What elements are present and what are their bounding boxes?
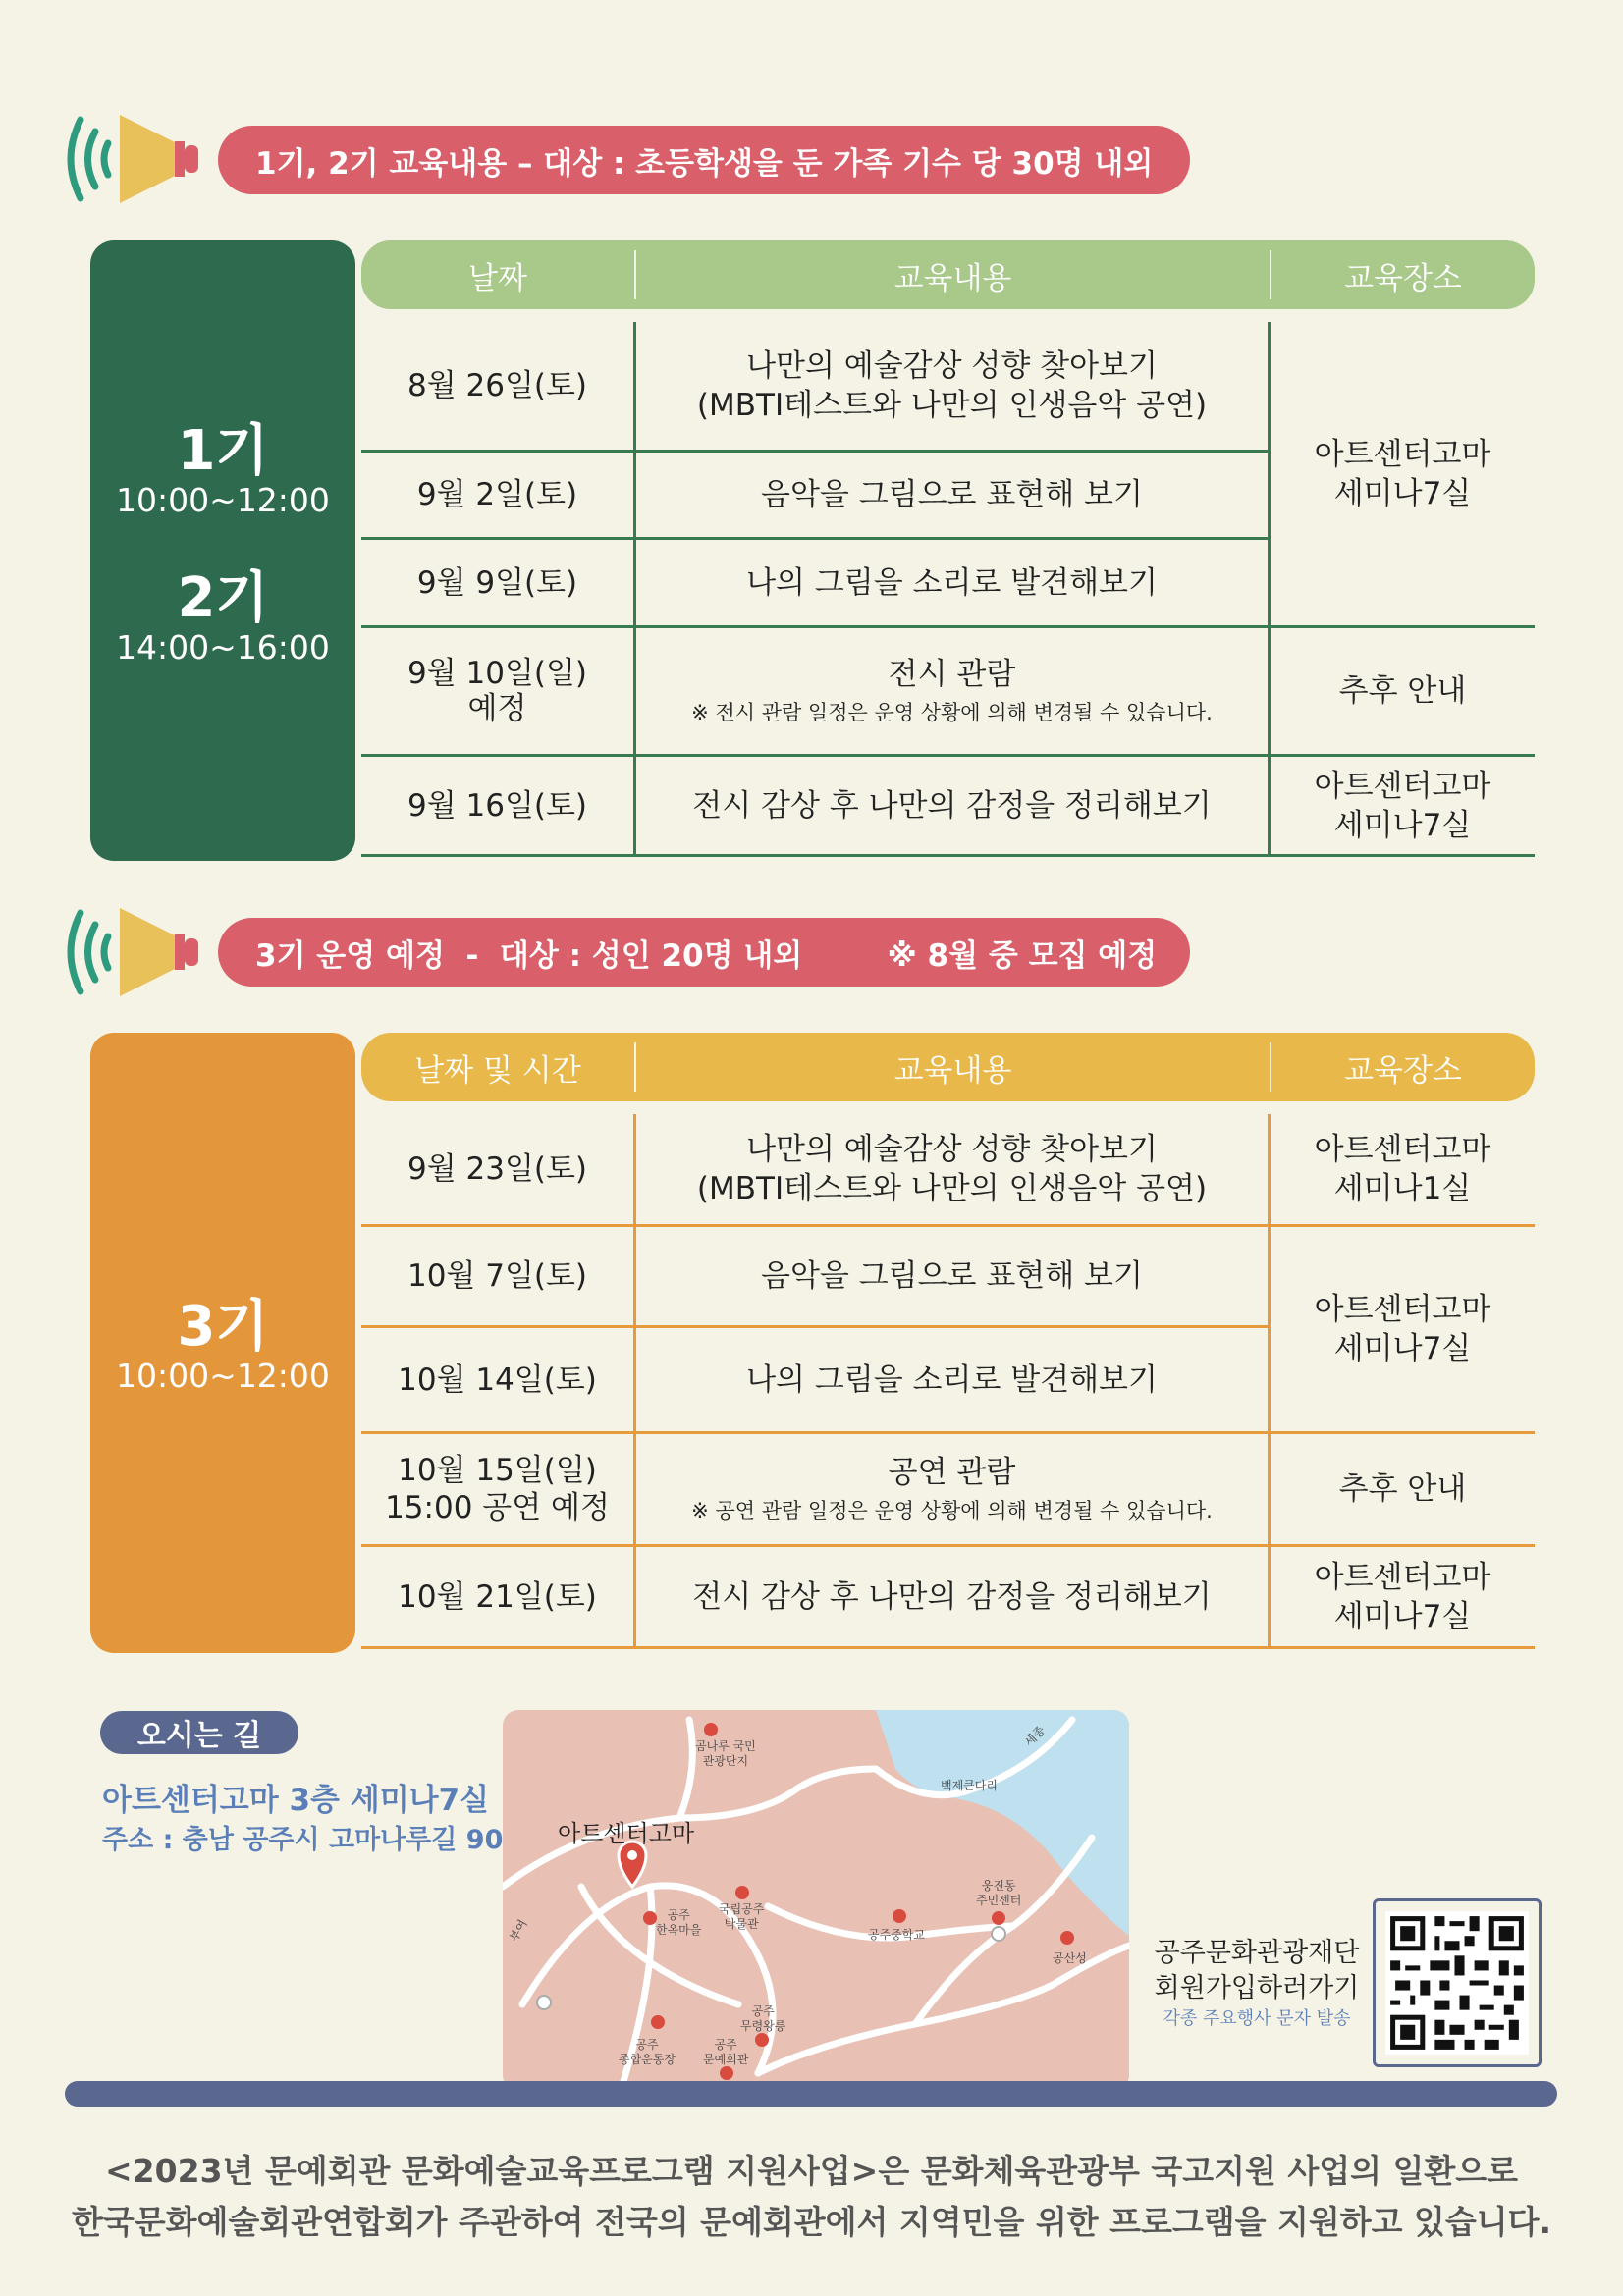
- map-graphic: [503, 1710, 1129, 2091]
- map-label: 곰나루 국민 관광단지: [695, 1739, 756, 1768]
- table-row: [361, 1114, 633, 1224]
- table-row: [636, 1227, 1268, 1325]
- table-row: [361, 757, 633, 854]
- row-date: 10월 15일(일): [398, 1453, 597, 1488]
- table-row: [361, 1328, 633, 1431]
- row-date: 9월 9일(토): [416, 564, 578, 601]
- map-label: 백제큰다리: [941, 1779, 998, 1792]
- place-cell: 아트센터고마 세미나7실: [1314, 1559, 1491, 1634]
- gen1-time: 10:00~12:00: [116, 481, 330, 519]
- row-date: 10월 21일(토): [398, 1578, 597, 1615]
- map-label: 웅진동 주민센터: [976, 1879, 1022, 1907]
- row-date: 10월 14일(토): [398, 1362, 597, 1398]
- table-row: [636, 453, 1268, 537]
- table-row: [636, 1114, 1268, 1224]
- map-label: 공주중학교: [868, 1928, 925, 1942]
- row-content-detail: (MBTI테스트와 나만의 인생음악 공연): [696, 388, 1208, 423]
- row-note: ※ 전시 관람 일정은 운영 상황에 의해 변경될 수 있습니다.: [691, 701, 1213, 724]
- row-content: 나만의 예술감상 성향 찾아보기: [746, 348, 1158, 384]
- table-row: [636, 628, 1268, 754]
- table-row: [636, 1434, 1268, 1544]
- table-row: [636, 1547, 1268, 1646]
- megaphone-icon: [51, 893, 208, 1011]
- gen2-label: 2기: [177, 566, 269, 630]
- table-row: [361, 540, 633, 625]
- row-date-note: 15:00 공연 예정: [385, 1490, 610, 1525]
- table-row: [361, 628, 633, 754]
- place-cell: 아트센터고마 세미나7실: [1314, 1292, 1491, 1366]
- place-cell: 아트센터고마 세미나7실: [1314, 768, 1491, 843]
- divider-bar: [65, 2081, 1557, 2107]
- map-label: 부여: [507, 1917, 530, 1945]
- row-date: 10월 7일(토): [406, 1258, 588, 1294]
- map-label: 세종: [1021, 1723, 1049, 1750]
- header-place: 교육장소: [1344, 1052, 1462, 1089]
- table-row: [361, 322, 633, 450]
- table-row: [636, 1328, 1268, 1431]
- section1-generation-block: [90, 240, 355, 861]
- place-cell: 아트센터고마 세미나1실: [1314, 1132, 1491, 1206]
- map-label: 공주 문예회관: [703, 2038, 749, 2066]
- row-content: 나의 그림을 소리로 발견해보기: [746, 564, 1158, 601]
- header-place: 교육장소: [1344, 260, 1462, 296]
- row-date: 8월 26일(토): [406, 368, 588, 403]
- gen2-time: 14:00~16:00: [116, 628, 330, 667]
- gen3-time: 10:00~12:00: [116, 1357, 330, 1395]
- row-date: 9월 10일(일): [406, 656, 588, 691]
- row-content: 전시 감상 후 나만의 감정을 정리해보기: [692, 787, 1212, 824]
- table-row: [361, 1434, 633, 1544]
- row-note: ※ 공연 관람 일정은 운영 상황에 의해 변경될 수 있습니다.: [691, 1499, 1213, 1522]
- qr-caption: 공주문화관광재단 회원가입하러가기 각종 주요행사 문자 발송: [1154, 1938, 1360, 2029]
- directions-address: 주소 : 충남 공주시 고마나루길 90: [102, 1825, 504, 1855]
- gen1-label: 1기: [177, 419, 269, 483]
- row-content: 공연 관람: [888, 1455, 1016, 1490]
- table-row: [361, 1547, 633, 1646]
- row-content: 음악을 그림으로 표현해 보기: [761, 477, 1143, 512]
- location-map[interactable]: [503, 1710, 1129, 2091]
- map-label: 공주 한옥마을: [656, 1908, 702, 1937]
- section2-generation-block: [90, 1033, 355, 1653]
- row-content: 나만의 예술감상 성향 찾아보기: [746, 1132, 1158, 1167]
- map-label: 공주 무령왕릉: [740, 2004, 786, 2033]
- section1-table-header: [361, 240, 1535, 309]
- section2-banner: 3기 운영 예정 - 대상 : 성인 20명 내외 ※ 8월 중 모집 예정: [218, 918, 1190, 987]
- header-date: 날짜 및 시간: [414, 1052, 581, 1089]
- row-content: 음악을 그림으로 표현해 보기: [761, 1258, 1143, 1294]
- row-content: 나의 그림을 소리로 발견해보기: [746, 1362, 1158, 1398]
- gen3-label: 3기: [177, 1295, 269, 1359]
- footer-line2: 한국문화예술회관연합회가 주관하여 전국의 문예회관에서 지역민을 위한 프로그램을 지원하고 있습니다.: [71, 2203, 1552, 2241]
- table-row: [361, 1227, 633, 1325]
- table-row: [636, 540, 1268, 625]
- directions-badge: 오시는 길: [100, 1711, 298, 1754]
- place-cell: 추후 안내: [1338, 673, 1467, 709]
- map-label: 공산성: [1053, 1951, 1087, 1965]
- qr-code-graphic: [1376, 1901, 1539, 2064]
- map-main-label: 아트센터고마: [558, 1820, 695, 1847]
- row-content: 전시 관람: [888, 657, 1016, 692]
- table-row: [636, 322, 1268, 450]
- directions-place: 아트센터고마 3층 세미나7실: [102, 1783, 490, 1818]
- header-date: 날짜: [468, 260, 527, 296]
- table-row: [361, 453, 633, 537]
- megaphone-icon: [51, 100, 208, 218]
- row-date: 9월 16일(토): [406, 787, 588, 824]
- row-date: 9월 23일(토): [406, 1151, 588, 1187]
- header-content: 교육내용: [893, 1052, 1012, 1089]
- place-cell: 아트센터고마 세미나7실: [1314, 436, 1491, 511]
- qr-code[interactable]: [1373, 1898, 1542, 2067]
- table-row: [636, 757, 1268, 854]
- section2-table-header: [361, 1033, 1535, 1101]
- section1-banner: 1기, 2기 교육내용 – 대상 : 초등학생을 둔 가족 기수 당 30명 내외: [218, 126, 1190, 194]
- place-cell: 추후 안내: [1338, 1471, 1467, 1507]
- footer-line1: <2023년 문예회관 문화예술교육프로그램 지원사업>은 문화체육관광부 국고지원 사업의 일환으로: [105, 2152, 1518, 2190]
- row-date-note: 예정: [467, 691, 527, 726]
- row-content-detail: (MBTI테스트와 나만의 인생음악 공연): [696, 1171, 1208, 1206]
- map-label: 국립공주 박물관: [719, 1902, 765, 1931]
- row-date: 9월 2일(토): [416, 477, 578, 512]
- row-content: 전시 감상 후 나만의 감정을 정리해보기: [692, 1578, 1212, 1615]
- map-label: 공주 종합운동장: [619, 2038, 676, 2066]
- header-content: 교육내용: [893, 260, 1012, 296]
